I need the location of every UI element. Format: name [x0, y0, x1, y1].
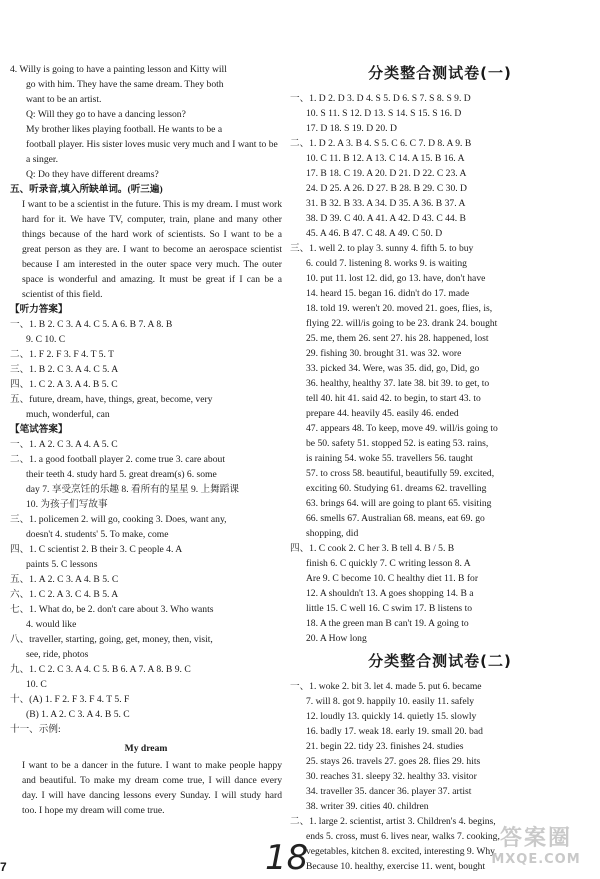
answer-line: 33. picked 34. Were, was 35. did, go, Did, go: [306, 363, 480, 374]
answer-line: 17. B 18. C 19. A 20. D 21. D 22. C 23. A: [306, 168, 467, 179]
test-1-answers: [290, 91, 590, 646]
essay-title: My dream: [124, 743, 168, 754]
answer-line: 10. S 11. S 12. D 13. S 14. S 15. S 16. D: [306, 108, 462, 119]
answer-line: ends 5. cross, must 6. lives near, walks 7. cooking,: [306, 831, 500, 842]
answer-line: little 15. C well 16. C swim 17. B listens to: [306, 603, 473, 614]
handwritten-page-number: 18: [265, 838, 309, 878]
answer-line: 六、1. C 2. A 3. C 4. B 5. A: [10, 589, 119, 600]
watermark-logo: [478, 826, 594, 874]
answer-line: 4. Willy is going to have a painting lesson and Kitty will: [10, 64, 227, 75]
answer-line: 66. smells 67. Australian 68. means, eat 69. go: [306, 513, 485, 524]
answer-line: Q: Do they have different dreams?: [26, 169, 159, 180]
answer-line: 四、1. C cook 2. C her 3. B tell 4. B / 5. B: [290, 543, 455, 554]
answer-line: 9. C 10. C: [26, 334, 66, 345]
answer-line: (B) 1. A 2. C 3. A 4. B 5. C: [26, 709, 130, 720]
answer-line: 63. brings 64. will are going to plant 65. visiting: [306, 498, 492, 509]
answer-line: exciting 60. Studying 61. dreams 62. travelling: [306, 483, 487, 494]
answer-line: go with him. They have the same dream. They both: [26, 79, 224, 90]
section-5-title: 五、听录音,填入所缺单词。(听三遍): [10, 184, 163, 195]
test-2-title: 分类整合测试卷(二): [368, 652, 512, 670]
answer-line: 八、traveller, starting, going, get, money, then, visit,: [10, 634, 213, 645]
answer-line: 16. badly 17. weak 18. early 19. small 20. bad: [306, 726, 483, 737]
answer-line: doesn't 4. students' 5. To make, come: [26, 529, 169, 540]
test-1-title: 分类整合测试卷(一): [368, 64, 512, 82]
answer-line: paints 5. C lessons: [26, 559, 98, 570]
answer-line: day 7. 享受烹饪的乐趣 8. 看所有的星星 9. 上舞蹈课: [26, 484, 239, 495]
answer-line: 7. will 8. got 9. happily 10. easily 11. safely: [306, 696, 475, 707]
answer-line: 十一、示例:: [10, 724, 61, 735]
answer-line: 一、1. B 2. C 3. A 4. C 5. A 6. B 7. A 8. B: [10, 319, 173, 330]
answer-line: 18. A the green man B can't 19. A going to: [306, 618, 469, 629]
right-column: [290, 62, 590, 874]
answer-line: 七、1. What do, be 2. don't care about 3. Who wants: [10, 604, 214, 615]
answer-line: 47. appears 48. To keep, move 49. will/is going to: [306, 423, 498, 434]
answer-line: a singer.: [26, 154, 58, 165]
answer-line: flying 22. will/is going to be 23. drank 24. bought: [306, 318, 498, 329]
answer-line: 四、1. C scientist 2. B their 3. C people 4. A: [10, 544, 183, 555]
answer-line: 三、1. policemen 2. will go, cooking 3. Does, want any,: [10, 514, 227, 525]
answer-line: 18. told 19. weren't 20. moved 21. goes, flies, is,: [306, 303, 493, 314]
listening-questions: [10, 62, 282, 182]
answer-line: tell 40. hit 41. said 42. to begin, to start 43. to: [306, 393, 481, 404]
answer-line: finish 6. C quickly 7. C writing lesson 8. A: [306, 558, 471, 569]
answer-line: Because 10. healthy, exercise 11. went, bought: [306, 861, 486, 872]
answer-line: 38. D 39. C 40. A 41. A 42. D 43. C 44. B: [306, 213, 466, 224]
answer-line: 二、1. D 2. A 3. B 4. S 5. C 6. C 7. D 8. A 9. B: [290, 138, 472, 149]
answer-line: 一、1. A 2. C 3. A 4. A 5. C: [10, 439, 118, 450]
answer-line: vegetables, kitchen 8. excited, interesting 9. Why,: [306, 846, 497, 857]
answer-line: 38. writer 39. cities 40. children: [306, 801, 429, 812]
listening-passage: I want to be a scientist in the future. This is my dream. I must work hard for it. We have TV, computer, train, plane and many other things because of the hard work of scientists. So I want to be a great person as they are. I want to become an aerospace scientist because I am interested in the outer space very much. The outer space is wonderful and amazing. It must be great if I can be a scientist of this field.: [22, 199, 282, 300]
answer-line: 九、1. C 2. C 3. A 4. C 5. B 6. A 7. A 8. B 9. C: [10, 664, 191, 675]
answer-line: 二、1. large 2. scientist, artist 3. Children's 4. begins,: [290, 816, 496, 827]
answer-line: much, wonderful, can: [26, 409, 110, 420]
answer-line: 4. would like: [26, 619, 77, 630]
answer-line: 17. D 18. S 19. D 20. D: [306, 123, 397, 134]
answer-line: 12. loudly 13. quickly 14. quietly 15. slowly: [306, 711, 477, 722]
answer-line: 45. A 46. B 47. C 48. A 49. C 50. D: [306, 228, 443, 239]
answer-line: see, ride, photos: [26, 649, 89, 660]
page-number: 7: [0, 860, 7, 874]
watermark-url: MXQE.COM: [491, 852, 581, 867]
left-column: [10, 62, 282, 818]
written-answers: [10, 437, 282, 737]
answer-line: 57. to cross 58. beautiful, beautifully 59. excited,: [306, 468, 495, 479]
answer-line: 29. fishing 30. brought 31. was 32. wore: [306, 348, 462, 359]
answer-line: 四、1. C 2. A 3. A 4. B 5. C: [10, 379, 118, 390]
answer-line: want to be an artist.: [26, 94, 102, 105]
listening-answers-header: 【听力答案】: [10, 304, 68, 315]
answer-line: 30. reaches 31. sleepy 32. healthy 33. visitor: [306, 771, 477, 782]
answer-line: 五、1. A 2. C 3. A 4. B 5. C: [10, 574, 119, 585]
answer-line: 三、1. well 2. to play 3. sunny 4. fifth 5. to buy: [290, 243, 474, 254]
answer-line: 一、1. D 2. D 3. D 4. S 5. D 6. S 7. S 8. S 9. D: [290, 93, 471, 104]
answer-line: 10. 为孩子们写故事: [26, 499, 108, 510]
written-answers-header: 【笔试答案】: [10, 424, 68, 435]
answer-line: 21. begin 22. tidy 23. finishes 24. studies: [306, 741, 464, 752]
listening-answers: [10, 317, 282, 422]
answer-line: 10. C: [26, 679, 47, 690]
answer-line: 三、1. B 2. C 3. A 4. C 5. A: [10, 364, 119, 375]
answer-line: 12. A shouldn't 13. A goes shopping 14. B a: [306, 588, 474, 599]
answer-line: 24. D 25. A 26. D 27. B 28. B 29. C 30. D: [306, 183, 467, 194]
answer-line: 10. C 11. B 12. A 13. C 14. A 15. B 16. A: [306, 153, 465, 164]
answer-line: 二、1. F 2. F 3. F 4. T 5. T: [10, 349, 114, 360]
answer-line: 10. put 11. lost 12. did, go 13. have, don't have: [306, 273, 486, 284]
answer-line: 一、1. woke 2. bit 3. let 4. made 5. put 6. became: [290, 681, 482, 692]
answer-line: 25. me, them 26. sent 27. his 28. happened, lost: [306, 333, 489, 344]
answer-line: 34. traveller 35. dancer 36. player 37. artist: [306, 786, 472, 797]
answer-line: football player. His sister loves music very much and I want to be: [26, 139, 278, 150]
answer-line: 20. A How long: [306, 633, 367, 644]
answer-line: 6. could 7. listening 8. works 9. is waiting: [306, 258, 467, 269]
answer-line: 25. stays 26. travels 27. goes 28. flies 29. hits: [306, 756, 481, 767]
answer-line: 14. heard 15. began 16. didn't do 17. made: [306, 288, 470, 299]
answer-line: 36. healthy, healthy 37. late 38. bit 39. to get, to: [306, 378, 490, 389]
answer-line: Q: Will they go to have a dancing lesson?: [26, 109, 186, 120]
answer-line: is raining 54. woke 55. travellers 56. taught: [306, 453, 473, 464]
answer-line: 五、future, dream, have, things, great, become, very: [10, 394, 213, 405]
answer-line: be 50. safety 51. stopped 52. is eating 53. rains,: [306, 438, 489, 449]
answer-line: 二、1. a good football player 2. come true 3. care about: [10, 454, 225, 465]
watermark-text: 答案圈: [499, 826, 572, 851]
answer-line: shopping, did: [306, 528, 359, 539]
answer-line: their teeth 4. study hard 5. great dream(s) 6. some: [26, 469, 217, 480]
answer-line: 31. B 32. B 33. A 34. D 35. A 36. B 37. A: [306, 198, 466, 209]
answer-line: My brother likes playing football. He wants to be a: [26, 124, 223, 135]
answer-line: prepare 44. heavily 45. easily 46. ended: [306, 408, 459, 419]
answer-line: Are 9. C become 10. C healthy diet 11. B for: [306, 573, 479, 584]
essay-text: I want to be a dancer in the future. I want to make people happy and beautiful. To make my dream come true, I will dance every day. I will have dancing lessons every Sunday. I will study hard too. I hope my dream will come true.: [22, 760, 282, 816]
answer-line: 十、(A) 1. F 2. F 3. F 4. T 5. F: [10, 694, 130, 705]
